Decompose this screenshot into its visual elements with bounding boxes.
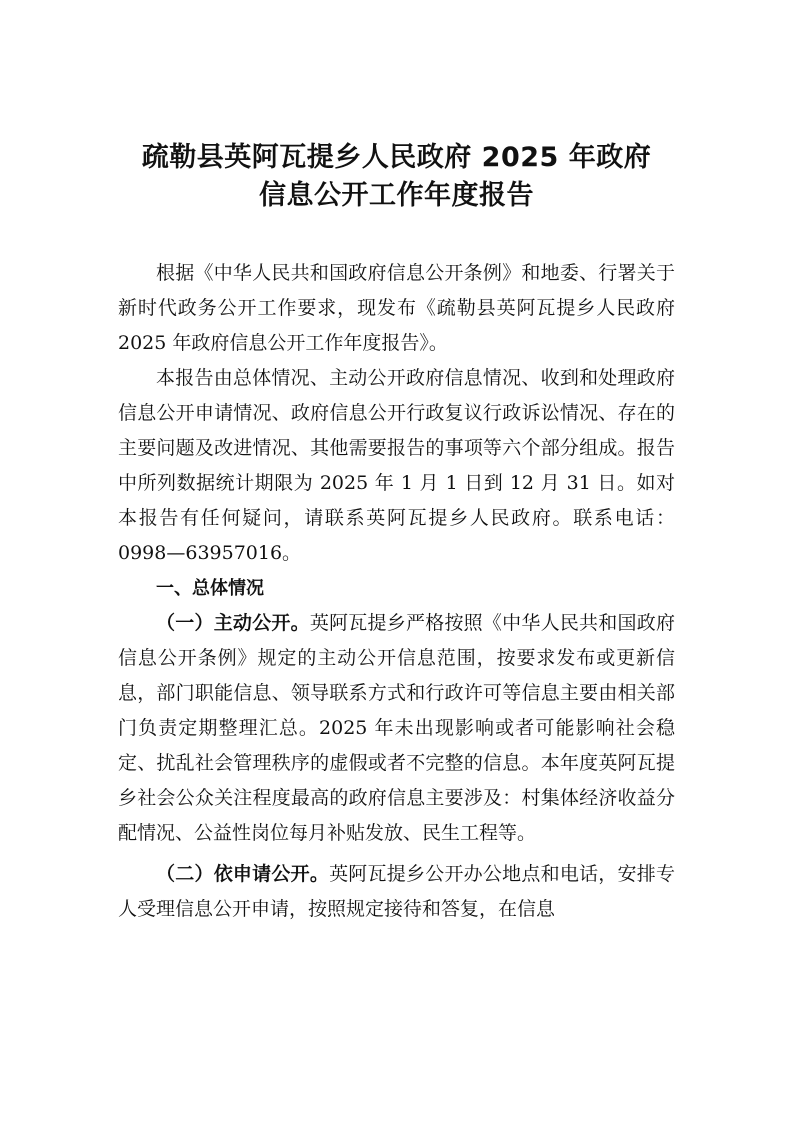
- subsection-label-request: （二）依申请公开。: [156, 863, 330, 885]
- report-title-line-1: 疏勒县英阿瓦提乡人民政府 2025 年政府: [141, 142, 652, 173]
- section-heading-overview: 一、总体情况: [156, 578, 264, 599]
- subsection-label-active: （一）主动公开。: [156, 612, 310, 634]
- intro-paragraph-1: 根据《中华人民共和国政府信息公开条例》和地委、行署关于新时代政务公开工作要求，现发布《疏勒县英阿瓦提乡人民政府 2025 年政府信息公开工作年度报告》。: [118, 262, 675, 354]
- intro-paragraph-2: 本报告由总体情况、主动公开政府信息情况、收到和处理政府信息公开申请情况、政府信息公开行政复议行政诉讼情况、存在的主要问题及改进情况、其他需要报告的事项等六个部分组成。报告中所列数据统计期限为 2025 年 1 月 1 日到 12 月 31 日。如对本报告有任何疑问，请联系英阿瓦提乡人民政府。联系电话：0998—63957016。: [118, 367, 675, 564]
- subsection-text-active: 英阿瓦提乡严格按照《中华人民共和国政府信息公开条例》规定的主动公开信息范围，按要求发布或更新信息，部门职能信息、领导联系方式和行政许可等信息主要由相关部门负责定期整理汇总。2025 年未出现影响或者可能影响社会稳定、扰乱社会管理秩序的虚假或者不完整的信息。本年度英阿瓦提乡社会公众关注程度最高的政府信息主要涉及：村集体经济收益分配情况、公益性岗位每月补贴发放、民生工程等。: [118, 612, 675, 844]
- subsection-request-disclosure: [118, 857, 675, 927]
- subsection-active-disclosure: [118, 606, 675, 851]
- report-body: [118, 256, 675, 927]
- report-title-line-2: 信息公开工作年度报告: [259, 180, 534, 211]
- subsection-text-request: 英阿瓦提乡公开办公地点和电话，安排专人受理信息公开申请，按照规定接待和答复，在信息: [118, 863, 675, 920]
